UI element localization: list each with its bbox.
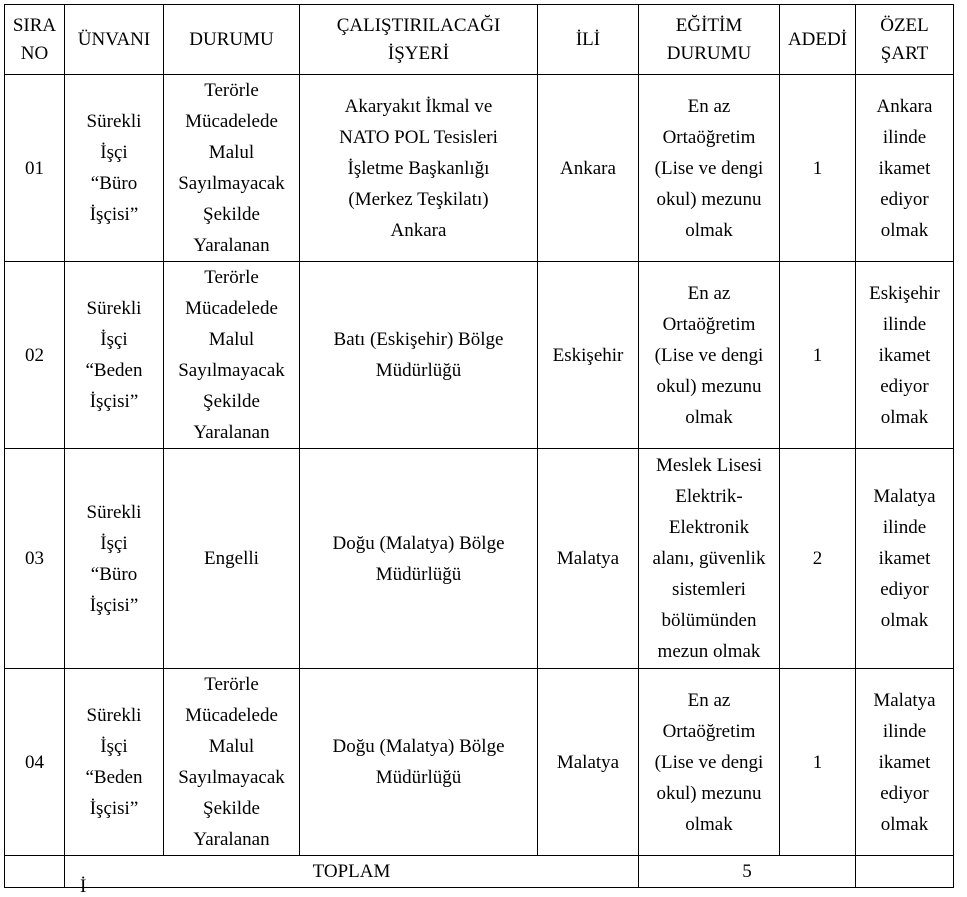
cell-ili: Malatya [538, 669, 639, 856]
cell-ozel-sart: Ankara ilinde ikamet ediyor olmak [856, 75, 954, 262]
header-row [5, 5, 954, 75]
cell-durumu: Terörle Mücadelede Malul Sayılmayacak Şekilde Yaralanan [164, 75, 300, 262]
cell-adedi: 1 [780, 262, 856, 449]
cell-egitim: Meslek Lisesi Elektrik- Elektronik alanı, güvenlik sistemleri bölümünden mezun olmak [639, 449, 780, 669]
cell-unvani: Sürekli İşçi “Büro İşçisi” [65, 449, 164, 669]
cell-sira-no: 01 [5, 75, 65, 262]
job-listing-table [4, 4, 954, 888]
cell-isyeri: Doğu (Malatya) Bölge Müdürlüğü [300, 669, 538, 856]
col-header-durumu: DURUMU [164, 5, 300, 75]
cell-ili: Ankara [538, 75, 639, 262]
col-header-unvani: ÜNVANI [65, 5, 164, 75]
cell-ili: Malatya [538, 449, 639, 669]
table-row [5, 669, 954, 856]
cell-isyeri: Doğu (Malatya) Bölge Müdürlüğü [300, 449, 538, 669]
cell-egitim: En az Ortaöğretim (Lise ve dengi okul) mezunu olmak [639, 669, 780, 856]
cell-ozel-sart: Eskişehir ilinde ikamet ediyor olmak [856, 262, 954, 449]
total-row [5, 856, 954, 888]
cell-sira-no: 04 [5, 669, 65, 856]
col-header-isyeri: ÇALIŞTIRILACAĞI İŞYERİ [300, 5, 538, 75]
cell-ozel-sart: Malatya ilinde ikamet ediyor olmak [856, 449, 954, 669]
table-row [5, 262, 954, 449]
col-header-sira-no: SIRA NO [5, 5, 65, 75]
col-header-adedi: ADEDİ [780, 5, 856, 75]
cell-unvani: Sürekli İşçi “Beden İşçisi” [65, 262, 164, 449]
footer-text-fragment: İ [80, 876, 87, 897]
cell-durumu: Terörle Mücadelede Malul Sayılmayacak Şekilde Yaralanan [164, 262, 300, 449]
cell-egitim: En az Ortaöğretim (Lise ve dengi okul) mezunu olmak [639, 262, 780, 449]
total-empty-cell [856, 856, 954, 888]
cell-durumu: Engelli [164, 449, 300, 669]
total-empty-cell [5, 856, 65, 888]
table-row [5, 449, 954, 669]
total-label: TOPLAM [65, 856, 639, 888]
col-header-ili: İLİ [538, 5, 639, 75]
cell-isyeri: Batı (Eskişehir) Bölge Müdürlüğü [300, 262, 538, 449]
col-header-ozel-sart: ÖZEL ŞART [856, 5, 954, 75]
cell-unvani: Sürekli İşçi “Büro İşçisi” [65, 75, 164, 262]
cell-adedi: 2 [780, 449, 856, 669]
table-row [5, 75, 954, 262]
cell-adedi: 1 [780, 75, 856, 262]
cell-sira-no: 03 [5, 449, 65, 669]
cell-unvani: Sürekli İşçi “Beden İşçisi” [65, 669, 164, 856]
cell-ozel-sart: Malatya ilinde ikamet ediyor olmak [856, 669, 954, 856]
total-value: 5 [639, 856, 856, 888]
cell-isyeri: Akaryakıt İkmal ve NATO POL Tesisleri İşletme Başkanlığı (Merkez Teşkilatı) Ankara [300, 75, 538, 262]
cell-adedi: 1 [780, 669, 856, 856]
cell-egitim: En az Ortaöğretim (Lise ve dengi okul) mezunu olmak [639, 75, 780, 262]
cell-sira-no: 02 [5, 262, 65, 449]
col-header-egitim: EĞİTİM DURUMU [639, 5, 780, 75]
cell-ili: Eskişehir [538, 262, 639, 449]
cell-durumu: Terörle Mücadelede Malul Sayılmayacak Şekilde Yaralanan [164, 669, 300, 856]
